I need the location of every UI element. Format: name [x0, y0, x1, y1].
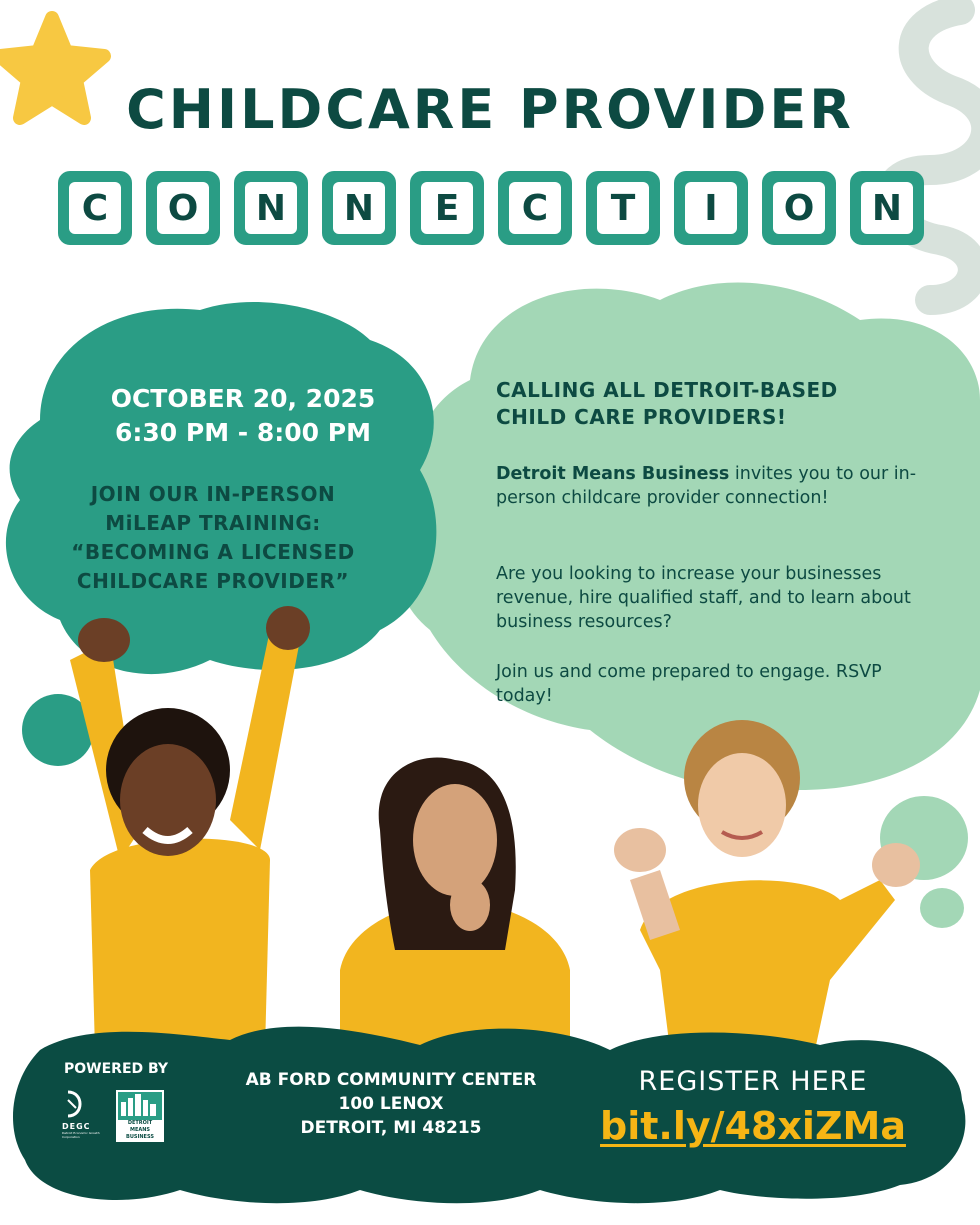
city-skyline-icon	[118, 1092, 162, 1116]
invite-heading	[496, 377, 936, 431]
training-line-1: JOIN OUR IN-PERSON	[90, 482, 336, 506]
connection-tile	[850, 171, 924, 245]
dmb-logo-line-2: BUSINESS	[126, 1134, 154, 1140]
connection-tile-letter: N	[333, 182, 385, 234]
org-name: Detroit Means Business	[496, 464, 730, 484]
connection-tile	[410, 171, 484, 245]
connection-tile	[586, 171, 660, 245]
venue-address	[226, 1068, 556, 1140]
event-time: 6:30 PM - 8:00 PM	[115, 418, 371, 447]
training-line-3: “BECOMING A LICENSED	[71, 540, 355, 564]
connection-tile-letter: N	[245, 182, 297, 234]
training-line-4: CHILDCARE PROVIDER”	[76, 569, 350, 593]
squiggle-decoration	[890, 10, 980, 300]
dmb-logo	[116, 1090, 164, 1142]
invite-paragraph-1	[496, 462, 936, 510]
connection-tile-letter: T	[597, 182, 649, 234]
child-right	[614, 720, 920, 1050]
connection-tile	[762, 171, 836, 245]
dmb-logo-text	[118, 1120, 162, 1141]
degc-logo	[62, 1090, 106, 1146]
connection-tile-letter: E	[421, 182, 473, 234]
training-info	[58, 480, 368, 596]
child-left	[70, 606, 310, 1050]
register-label: REGISTER HERE	[638, 1066, 868, 1097]
connection-tiles	[58, 171, 924, 247]
invite-heading-line-2: CHILD CARE PROVIDERS!	[496, 405, 787, 429]
invite-paragraph-2: Are you looking to increase your businesses revenue, hire qualified staff, and to learn about business resources?	[496, 564, 911, 632]
invite-paragraph-3: Join us and come prepared to engage. RSVP today!	[496, 662, 882, 706]
training-line-2: MiLEAP TRAINING:	[105, 511, 321, 535]
connection-tile-letter: C	[509, 182, 561, 234]
connection-tile	[146, 171, 220, 245]
degc-logo-subtext: Detroit Economic Growth Corporation	[62, 1131, 100, 1139]
powered-by-label: POWERED BY	[64, 1061, 169, 1077]
connection-tile-letter: C	[69, 182, 121, 234]
venue-street: 100 LENOX	[338, 1094, 444, 1114]
connection-tile	[498, 171, 572, 245]
event-datetime	[98, 382, 388, 450]
invite-heading-line-1: CALLING ALL DETROIT-BASED	[496, 378, 838, 402]
page-title: CHILDCARE PROVIDER	[126, 78, 854, 141]
connection-tile-letter: O	[157, 182, 209, 234]
invite-paragraph-1-text: invites you to our in-person childcare provider connection!	[496, 464, 917, 508]
register-link[interactable]: bit.ly/48xiZMa	[600, 1104, 906, 1148]
venue-name: AB FORD COMMUNITY CENTER	[245, 1070, 537, 1090]
connection-tile	[322, 171, 396, 245]
degc-logo-text: DEGC	[62, 1122, 91, 1131]
connection-tile	[58, 171, 132, 245]
child-middle	[340, 758, 570, 1050]
connection-tile	[234, 171, 308, 245]
connection-tile-letter: O	[773, 182, 825, 234]
venue-city: DETROIT, MI 48215	[300, 1118, 482, 1138]
connection-tile	[674, 171, 748, 245]
event-date: OCTOBER 20, 2025	[110, 384, 376, 413]
connection-tile-letter: I	[685, 182, 737, 234]
degc-logo-icon	[62, 1090, 106, 1118]
dmb-logo-line-1: DETROIT MEANS	[127, 1120, 153, 1133]
connection-tile-letter: N	[861, 182, 913, 234]
